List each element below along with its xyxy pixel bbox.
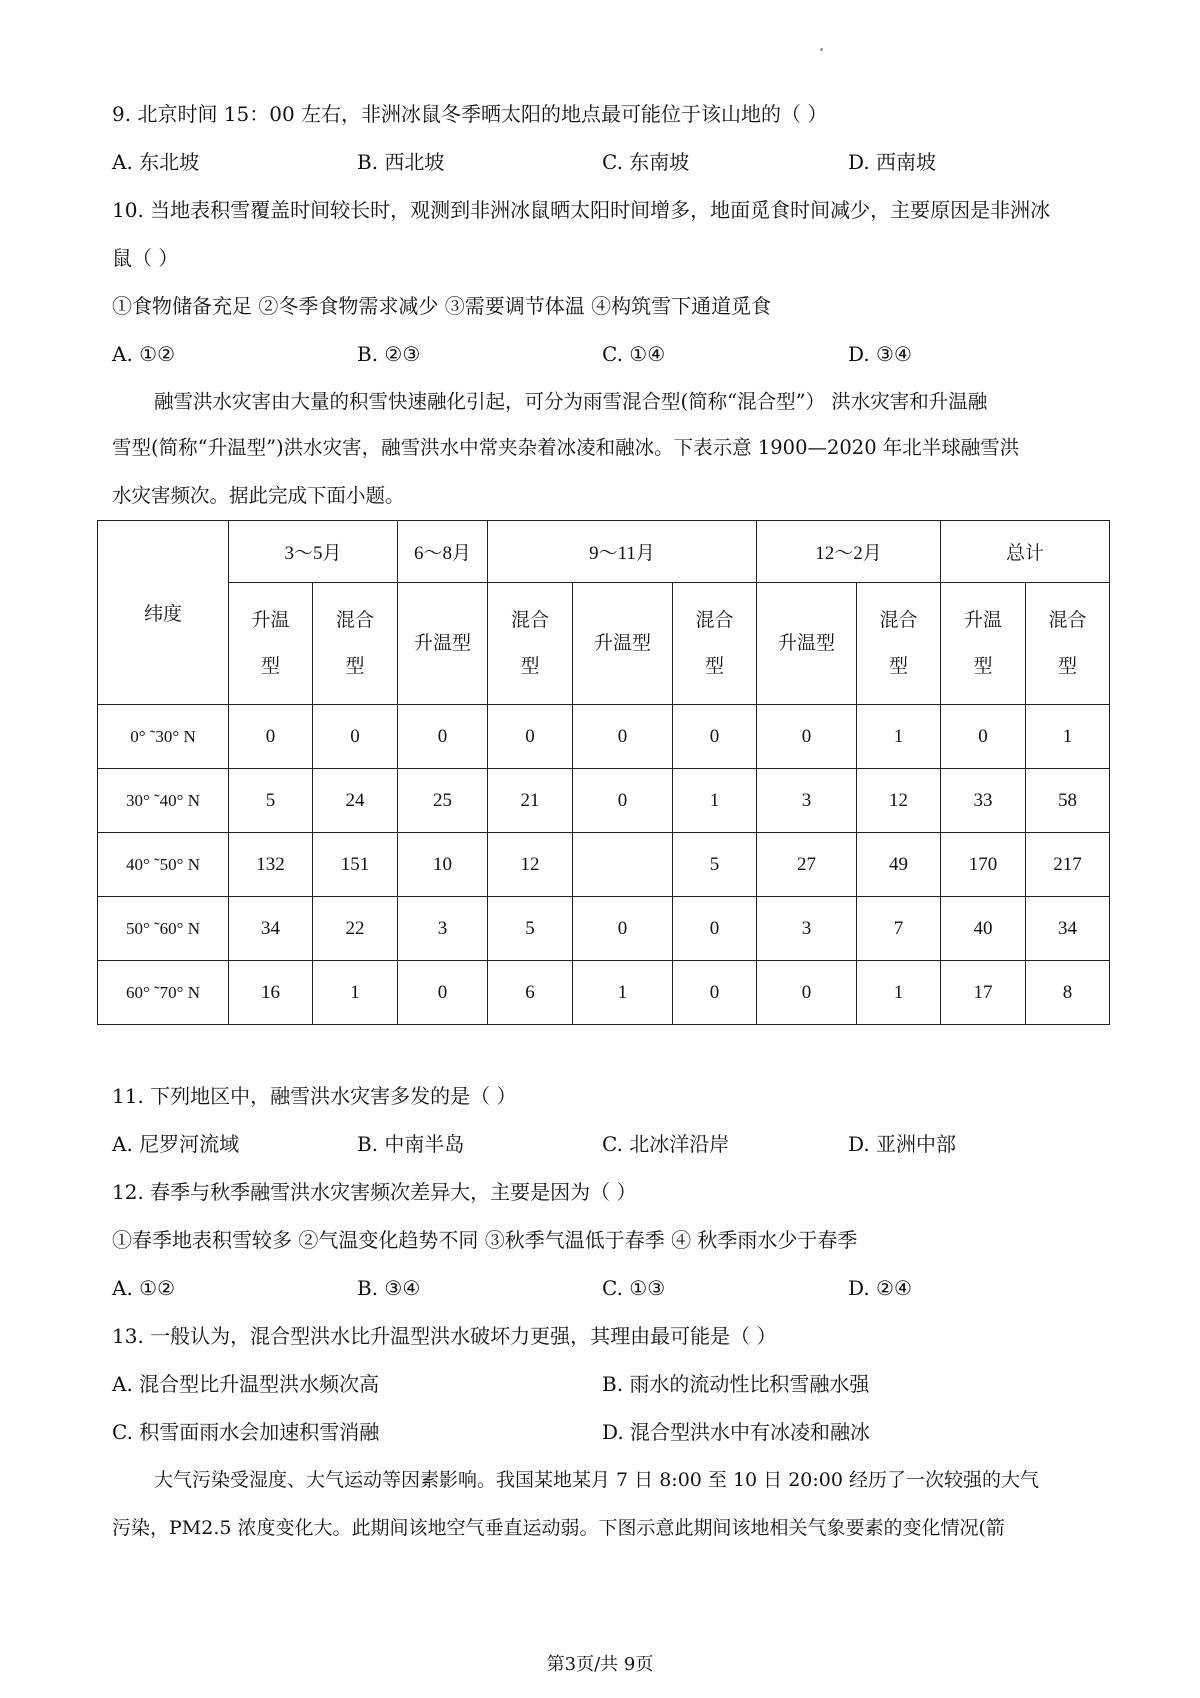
type-header-row (98, 583, 1110, 705)
value-cell (573, 833, 673, 897)
type-header: 升温型 (398, 583, 488, 705)
value-cell: 3 (757, 897, 857, 961)
type-header: 升温型 (757, 583, 857, 705)
season-header: 3～5月 (229, 521, 398, 583)
value-cell: 12 (488, 833, 573, 897)
option-b: B. 雨水的流动性比积雪融水强 (602, 1372, 870, 1396)
table-row (98, 705, 1110, 769)
value-cell: 1 (673, 769, 757, 833)
value-cell: 40 (941, 897, 1026, 961)
latitude-cell: 60° ˜70° N (98, 961, 229, 1025)
table-row (98, 833, 1110, 897)
snowmelt-flood-table (97, 520, 1110, 1025)
value-cell: 12 (857, 769, 941, 833)
option-c: C. 东南坡 (602, 150, 690, 174)
question-10-options (112, 340, 1092, 368)
latitude-cell: 40° ˜50° N (98, 833, 229, 897)
question-12-options (112, 1274, 1092, 1302)
type-header: 升温 型 (229, 583, 313, 705)
option-c: C. 北冰洋沿岸 (602, 1132, 730, 1156)
option-a: A. 尼罗河流域 (112, 1132, 240, 1156)
question-12-choices: ①春季地表积雪较多 ②气温变化趋势不同 ③秋季气温低于春季 ④ 秋季雨水少于春季 (112, 1228, 858, 1252)
value-cell: 8 (1026, 961, 1110, 1025)
option-b: B. ③④ (357, 1276, 421, 1300)
value-cell: 16 (229, 961, 313, 1025)
value-cell: 0 (313, 705, 398, 769)
value-cell: 58 (1026, 769, 1110, 833)
passage-1-line1: 融雪洪水灾害由大量的积雪快速融化引起，可分为雨雪混合型(简称“混合型”） 洪水灾害和升温融 (154, 390, 988, 413)
page-number: 第3页/共 9页 (546, 1654, 654, 1675)
option-a: A. ①② (112, 1276, 176, 1300)
value-cell: 27 (757, 833, 857, 897)
season-header-row (98, 521, 1110, 583)
value-cell: 3 (757, 769, 857, 833)
value-cell: 33 (941, 769, 1026, 833)
value-cell: 5 (229, 769, 313, 833)
value-cell: 7 (857, 897, 941, 961)
season-header: 12～2月 (757, 521, 941, 583)
value-cell: 5 (673, 833, 757, 897)
question-10-choices: ①食物储备充足 ②冬季食物需求减少 ③需要调节体温 ④构筑雪下通道觅食 (112, 294, 772, 318)
option-d: D. ③④ (848, 342, 912, 366)
value-cell: 1 (573, 961, 673, 1025)
value-cell: 10 (398, 833, 488, 897)
value-cell: 34 (229, 897, 313, 961)
question-13-options-row1 (112, 1370, 1092, 1398)
season-header: 6～8月 (398, 521, 488, 583)
value-cell: 1 (313, 961, 398, 1025)
value-cell: 0 (229, 705, 313, 769)
type-header: 混合 型 (488, 583, 573, 705)
value-cell: 217 (1026, 833, 1110, 897)
question-10-stem-line1: 10. 当地表积雪覆盖时间较长时，观测到非洲冰鼠晒太阳时间增多，地面觅食时间减少，主要原因是非洲冰 (112, 198, 1051, 222)
value-cell: 3 (398, 897, 488, 961)
type-header: 混合 型 (313, 583, 398, 705)
question-13-stem: 13. 一般认为，混合型洪水比升温型洪水破坏力更强，其理由最可能是（ ） (112, 1324, 777, 1348)
value-cell: 22 (313, 897, 398, 961)
passage-1-line3: 水灾害频次。据此完成下面小题。 (112, 484, 405, 507)
table-row (98, 769, 1110, 833)
table-row (98, 897, 1110, 961)
value-cell: 132 (229, 833, 313, 897)
value-cell: 34 (1026, 897, 1110, 961)
value-cell: 0 (573, 705, 673, 769)
value-cell: 0 (573, 897, 673, 961)
question-11-options (112, 1130, 1092, 1158)
value-cell: 1 (857, 705, 941, 769)
passage-1-line2: 雪型(简称“升温型”)洪水灾害，融雪洪水中常夹杂着冰凌和融冰。下表示意 1900—2020 年北半球融雪洪 (112, 436, 1020, 459)
value-cell: 0 (941, 705, 1026, 769)
latitude-cell: 50° ˜60° N (98, 897, 229, 961)
value-cell: 0 (673, 961, 757, 1025)
type-header: 混合 型 (673, 583, 757, 705)
value-cell: 0 (573, 769, 673, 833)
value-cell: 5 (488, 897, 573, 961)
value-cell: 0 (757, 961, 857, 1025)
value-cell: 0 (398, 705, 488, 769)
option-c: C. 积雪面雨水会加速积雪消融 (112, 1420, 380, 1444)
value-cell: 1 (857, 961, 941, 1025)
value-cell: 25 (398, 769, 488, 833)
question-9-options (112, 148, 1092, 176)
type-header: 升温 型 (941, 583, 1026, 705)
option-a: A. 东北坡 (112, 150, 200, 174)
option-d: D. 亚洲中部 (848, 1132, 957, 1156)
value-cell: 170 (941, 833, 1026, 897)
option-c: C. ①④ (602, 342, 666, 366)
value-cell: 0 (398, 961, 488, 1025)
value-cell: 1 (1026, 705, 1110, 769)
season-header: 9～11月 (488, 521, 757, 583)
scan-dot (820, 48, 823, 51)
passage-2-line1: 大气污染受湿度、大气运动等因素影响。我国某地某月 7 日 8:00 至 10 日 20:00 经历了一次较强的大气 (154, 1469, 1040, 1491)
type-header: 混合 型 (1026, 583, 1110, 705)
value-cell: 49 (857, 833, 941, 897)
option-a: A. ①② (112, 342, 176, 366)
latitude-cell: 30° ˜40° N (98, 769, 229, 833)
type-header: 升温型 (573, 583, 673, 705)
value-cell: 21 (488, 769, 573, 833)
question-11-stem: 11. 下列地区中，融雪洪水灾害多发的是（ ） (112, 1084, 517, 1108)
value-cell: 6 (488, 961, 573, 1025)
value-cell: 17 (941, 961, 1026, 1025)
latitude-header: 纬度 (98, 521, 229, 705)
option-b: B. 中南半岛 (357, 1132, 465, 1156)
option-a: A. 混合型比升温型洪水频次高 (112, 1372, 380, 1396)
passage-2-line2: 污染，PM2.5 浓度变化大。此期间该地空气垂直运动弱。下图示意此期间该地相关气象要素的变化情况(箭 (112, 1517, 1005, 1539)
type-header: 混合 型 (857, 583, 941, 705)
value-cell: 0 (757, 705, 857, 769)
value-cell: 0 (488, 705, 573, 769)
option-d: D. 混合型洪水中有冰凌和融冰 (602, 1420, 871, 1444)
season-header: 总计 (941, 521, 1110, 583)
question-12-stem: 12. 春季与秋季融雪洪水灾害频次差异大，主要是因为（ ） (112, 1180, 637, 1204)
question-9-stem: 9. 北京时间 15：00 左右，非洲冰鼠冬季晒太阳的地点最可能位于该山地的（ ） (112, 102, 828, 126)
latitude-cell: 0° ˜30° N (98, 705, 229, 769)
value-cell: 24 (313, 769, 398, 833)
option-b: B. 西北坡 (357, 150, 445, 174)
value-cell: 0 (673, 897, 757, 961)
option-c: C. ①③ (602, 1276, 666, 1300)
question-10-stem-line2: 鼠（ ） (112, 246, 179, 270)
question-13-options-row2 (112, 1418, 1092, 1446)
value-cell: 0 (673, 705, 757, 769)
option-b: B. ②③ (357, 342, 421, 366)
value-cell: 151 (313, 833, 398, 897)
table-row (98, 961, 1110, 1025)
option-d: D. ②④ (848, 1276, 912, 1300)
option-d: D. 西南坡 (848, 150, 937, 174)
